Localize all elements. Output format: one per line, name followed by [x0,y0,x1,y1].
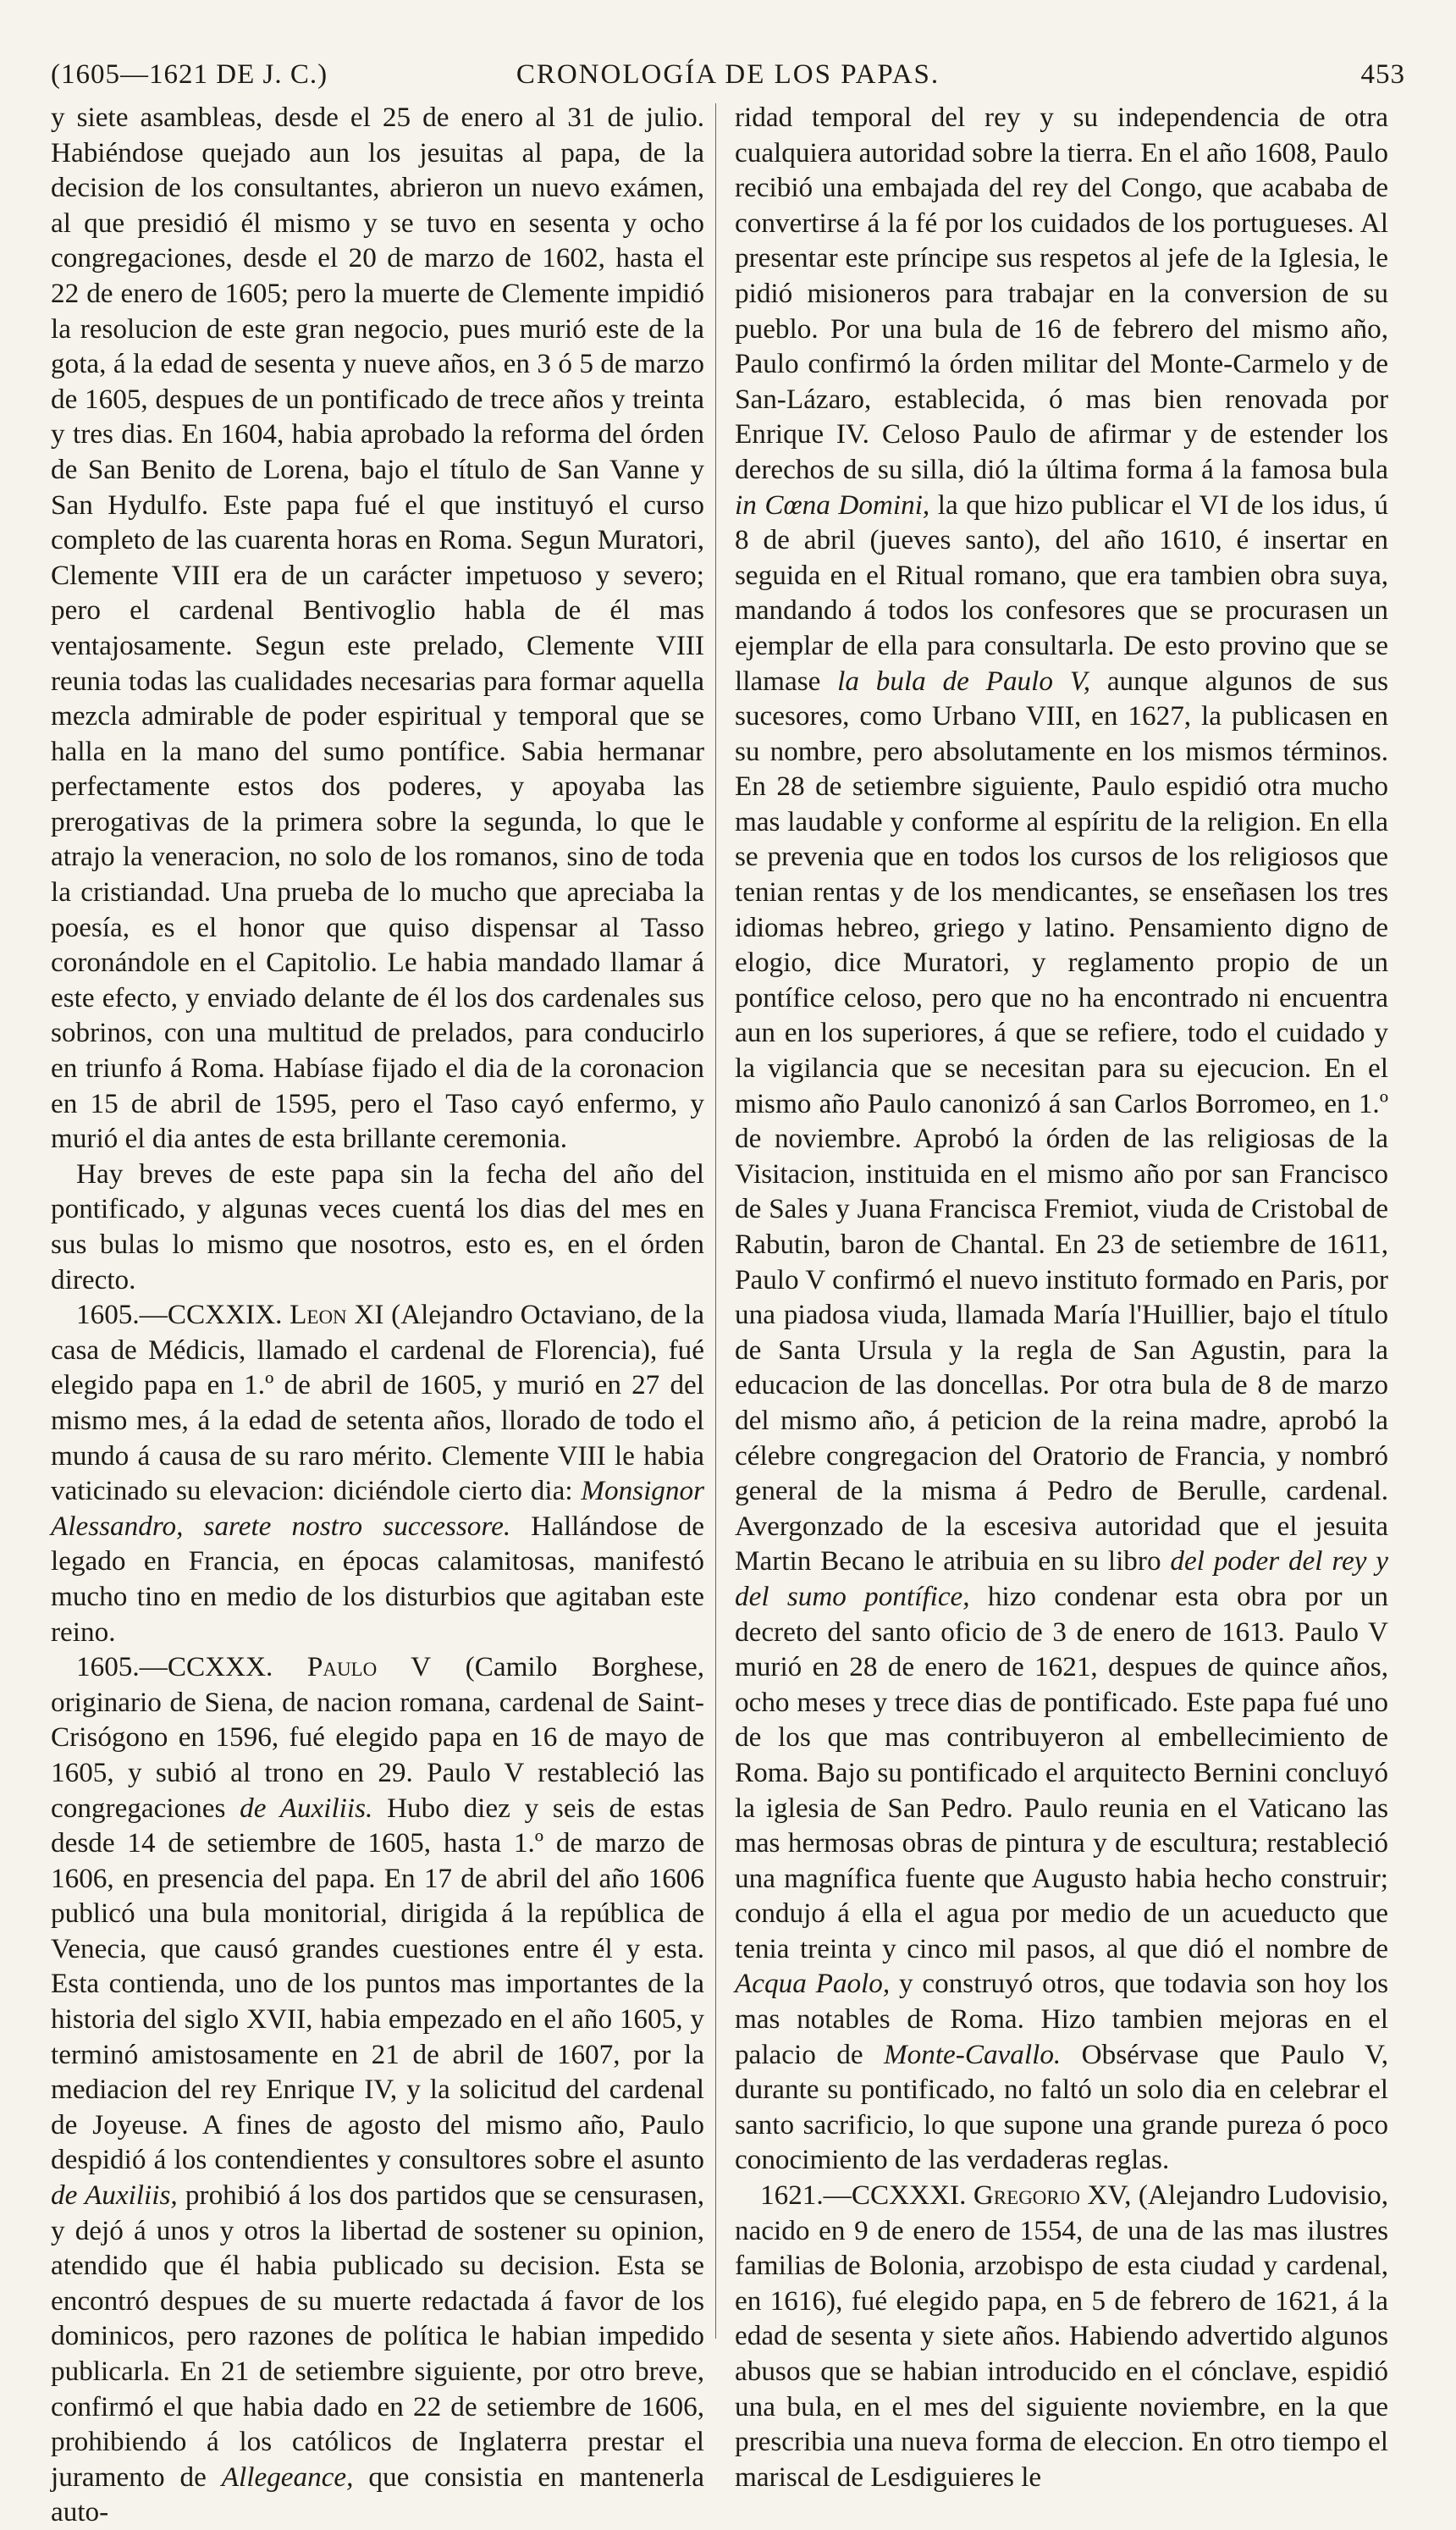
pope-name: Gregorio XV, [973,2179,1132,2212]
italic-quote: Monsignor Alessandro, sarete nostro successore. [51,1475,704,1542]
column-divider [715,103,716,2339]
paragraph-text: hizo condenar esta obra por un decreto del santo oficio de 3 de enero de 1613. Paulo V murió en 28 de enero de 1621, despues de quince años, ocho meses y trece dias de pontificado. Este papa fué uno de los que mas contribuyeron al embellecimiento de Roma. Bajo su pontificado el arquitecto Bernini concluyó la iglesia de San Pedro. Paulo reunia en el Vaticano las mas hermosas obras de pintura y de escultura; restableció una magnífica fuente que Augusto habia hecho construir; condujo á ella el agua por medio de un acueducto que tenia treinta y cinco mil pasos, al que dió el nombre de [735,1580,1388,1964]
header-date-range: (1605—1621 DE J. C.) [51,59,328,90]
paragraph [51,100,704,1157]
italic-term: de Auxiliis. [240,1792,373,1824]
paragraph [735,100,1388,2178]
entry-leon-xi [51,1297,704,1649]
paragraph-text: (Camilo Borghese, originario de Siena, de nacion romana, cardenal de Saint-Crisógono en 1596, fué elegido papa en 16 de mayo de 1605, y subió al trono en 29. Paulo V restableció las congregaciones [51,1651,704,1824]
entry-heading: 1605.—CCXXX. [76,1651,273,1683]
pope-name: Paulo V [306,1651,432,1683]
header-title: CRONOLOGÍA DE LOS PAPAS. [516,59,940,90]
italic-term: Monte-Cavallo. [883,2038,1062,2070]
paragraph-text: prohibió á los dos partidos que se censurasen, y dejó á unos y otros la libertad de sostener su opinion, atendido que él habia publicado su decision. Esta se encontró despues de su muerte redactada á favor de los dominicos, pero razones de política le habian impedido publicarla. En 21 de setiembre siguiente, por otro breve, confirmó el que habia dado en 22 de setiembre de 1606, prohibiendo á los católicos de Inglaterra prestar el juramento de [51,2179,705,2493]
paragraph-text: Hay breves de este papa sin la fecha del año del pontificado, y algunas veces cuentá los dias del mes en sus bulas lo mismo que nosotros, esto es, en el órden directo. [51,1157,704,1295]
paragraph-text: Obsérvase que Paulo V, durante su pontificado, no faltó un solo dia en celebrar el santo sacrificio, lo que supone una grande pureza ó poco conocimiento de las verdaderas reglas. [735,2038,1389,2176]
italic-term: Acqua Paolo, [735,1968,891,2000]
left-column [51,100,704,2530]
paragraph-text: aunque algunos de sus sucesores, como Urbano VIII, en 1627, la publicasen en su nombre, pero absolutamente en los mismos términos. En 28 de setiembre siguiente, Paulo espidió otra mucho mas laudable y conforme al espíritu de la religion. En ella se prevenia que en todos los cursos de los religiosos que tenian rentas y de los mendicantes, se enseñasen los tres idiomas hebreo, griego y latino. Pensamiento digno de elogio, dice Muratori, y reglamento propio de un pontífice celoso, pero que no ha encontrado ni encuentra aun en los superiores, á que se refiere, todo el cuidado y la vigilancia que se necesitan para su ejecucion. En el mismo año Paulo canonizó á san Carlos Borromeo, en 1.º de noviembre. Aprobó la órden de las religiosas de la Visitacion, instituida en el mismo año por san Francisco de Sales y Juana Francisca Fremiot, viuda de Cristobal de Rabutin, baron de Chantal. En 23 de setiembre de 1611, Paulo V confirmó el nuevo instituto formado en Paris, por una piadosa viuda, llamada María l'Huillier, bajo el título de Santa Ursula y la regla de San Agustin, para la educacion de las doncellas. Por otra bula de 8 de marzo del mismo año, á peticion de la reina madre, aprobó la célebre congregacion del Oratorio de Francia, y nombró general de la misma á Pedro de Berulle, cardenal. Avergonzado de la escesiva autoridad que el jesuita Martin Becano le atribuia en su libro [735,665,1389,1577]
paragraph-text: la que hizo publicar el VI de los idus, ú 8 de abril (jueves santo), del año 1610, é insertar en seguida en el Ritual romano, que era tambien obra suya, mandando á todos los confesores que se procurasen un ejemplar de ella para consultarla. De esto provino que se llamase [735,489,1388,697]
page-number: 453 [1360,59,1405,90]
paragraph-text: ridad temporal del rey y su independencia de otra cualquiera autoridad sobre la tierra. En el año 1608, Paulo recibió una embajada del rey del Congo, que acababa de convertirse á la fé por los cuidados de los portugueses. Al presentar este príncipe sus respetos al jefe de la Iglesia, le pidió misioneros para trabajar en la conversion de su pueblo. Por una bula de 16 de febrero del mismo año, Paulo confirmó la órden militar del Monte-Carmelo y de San-Lázaro, establecida, ó mas bien renovada por Enrique IV. Celoso Paulo de afirmar y de estender los derechos de su silla, dió la última forma á la famosa bula [735,102,1388,485]
pope-name: Leon XI [290,1299,384,1331]
paragraph-text: (Alejandro Ludovisio, nacido en 9 de enero de 1554, de una de las mas ilustres familias de Bolonia, arzobispo de esta ciudad y cardenal, en 1616), fué elegido papa, en 5 de febrero de 1621, á la edad de sesenta y siete años. Habiendo advertido algunos abusos que se habian introducido en el cónclave, espidió una bula, en el mes del siguiente noviembre, en la que prescribia una nueva forma de eleccion. En otro tiempo el mariscal de Lesdiguieres le [735,2179,1388,2493]
entry-paulo-v [51,1649,704,2530]
entry-heading: 1605.—CCXXIX. [76,1299,283,1331]
entry-gregorio-xv [735,2178,1388,2494]
italic-term: del poder del rey y del sumo pontífice, [735,1545,1388,1612]
entry-heading: 1621.—CCXXXI. [760,2179,967,2212]
italic-term: de Auxiliis, [51,2179,178,2212]
italic-term: Allegeance, [221,2461,354,2493]
right-column [735,100,1388,2494]
italic-term: la bula de Paulo V, [837,665,1091,697]
paragraph-text: y construyó otros, que todavia son hoy los mas notables de Roma. Hizo tambien mejoras en el palacio de [735,1968,1389,2070]
paragraph-text: Hubo diez y seis de estas desde 14 de setiembre de 1605, hasta 1.º de marzo de 1606, en presencia del papa. En 17 de abril del año 1606 publicó una bula monitorial, dirigida á la república de Venecia, que causó grandes cuestiones entre él y esta. Esta contienda, uno de los puntos mas importantes de la historia del siglo XVII, habia empezado en el año 1605, y terminó amistosamente en 21 de abril de 1607, por la mediacion del rey Enrique IV, y la solicitud del cardenal de Joyeuse. A fines de agosto del mismo año, Paulo despidió á los contendientes y consultores sobre el asunto [51,1792,705,2176]
italic-term: in Cœna Domini, [735,489,930,521]
paragraph [51,1157,704,1297]
paragraph-text: Hallándose de legado en Francia, en épocas calamitosas, manifestó mucho tino en medio de los disturbios que agitaban este reino. [51,1510,705,1648]
paragraph-text: que consistia en mantenerla auto- [51,2461,705,2528]
paragraph-text: (Alejandro Octaviano, de la casa de Médicis, llamado el cardenal de Florencia), fué elegido papa en 1.º de abril de 1605, y murió en 27 del mismo mes, á la edad de setenta años, llorado de todo el mundo á causa de su raro mérito. Clemente VIII le habia vaticinado su elevacion: diciéndole cierto dia: [51,1299,705,1507]
paragraph-text: y siete asambleas, desde el 25 de enero al 31 de julio. Habiéndose quejado aun los jesuitas al papa, de la decision de los consultantes, abrieron un nuevo exámen, al que presidió él mismo y se tuvo en sesenta y ocho congregaciones, desde el 20 de marzo de 1602, hasta el 22 de enero de 1605; pero la muerte de Clemente impidió la resolucion de este gran negocio, pues murió este de la gota, á la edad de sesenta y nueve años, en 3 ó 5 de marzo de 1605, despues de un pontificado de trece años y treinta y tres dias. En 1604, habia aprobado la reforma del órden de San Benito de Lorena, bajo el título de San Vanne y San Hydulfo. Este papa fué el que instituyó el curso completo de las cuarenta horas en Roma. Segun Muratori, Clemente VIII era de un carácter impetuoso y severo; pero el cardenal Bentivoglio habla de él mas ventajosamente. Segun este prelado, Clemente VIII reunia todas las cualidades necesarias para formar aquella mezcla admirable de poder espiritual y temporal que se halla en la mano del sumo pontífice. Sabia hermanar perfectamente estos dos poderes, y apoyaba las prerogativas de la primera sobre la segunda, lo que le atrajo la veneracion, no solo de los romanos, sino de toda la cristiandad. Una prueba de lo mucho que apreciaba la poesía, es el honor que quiso dispensar al Tasso coronándole en el Capitolio. Le habia mandado llamar á este efecto, y enviado delante de él los dos cardenales sus sobrinos, con una multitud de prelados, para conducirlo en triunfo á Roma. Habíase fijado el dia de la coronacion en 15 de abril de 1595, pero el Taso cayó enfermo, y murió el dia antes de esta brillante ceremonia. [51,102,704,1155]
running-header [51,59,1405,100]
